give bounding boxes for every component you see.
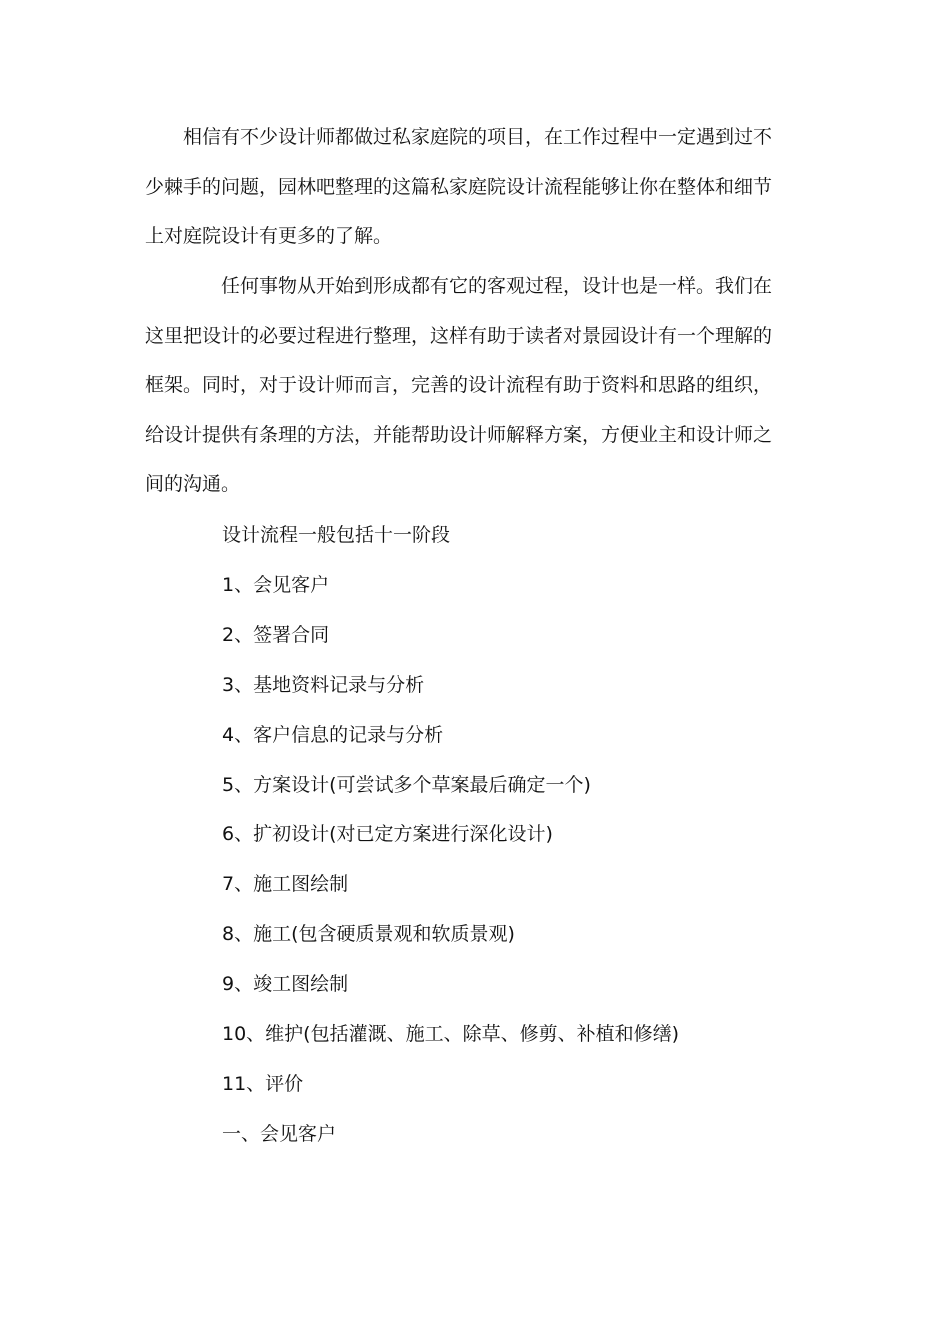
- stages-intro: 设计流程一般包括十一阶段: [222, 524, 451, 546]
- stage-item-8: 8、施工(包含硬质景观和软质景观): [222, 923, 515, 945]
- stage-item-3: 3、基地资料记录与分析: [222, 674, 425, 696]
- paragraph-line: 给设计提供有条理的方法，并能帮助设计师解释方案，方便业主和设计师之: [145, 423, 773, 446]
- stage-item-11: 11、评价: [222, 1073, 304, 1095]
- stage-item-2: 2、签署合同: [222, 624, 330, 646]
- stage-item-10: 10、维护(包括灌溉、施工、除草、修剪、补植和修缮): [222, 1023, 680, 1045]
- paragraph-line: 上对庭院设计有更多的了解。: [145, 225, 393, 247]
- paragraph-line: 间的沟通。: [145, 473, 241, 495]
- intro-paragraph: [145, 113, 805, 262]
- stage-item-9: 9、竣工图绘制: [222, 973, 349, 995]
- stage-item-1: 1、会见客户: [222, 574, 330, 596]
- stage-item-5: 5、方案设计(可尝试多个草案最后确定一个): [222, 774, 591, 796]
- stage-item-7: 7、施工图绘制: [222, 873, 349, 895]
- stage-item-4: 4、客户信息的记录与分析: [222, 724, 444, 746]
- paragraph-line: 任何事物从开始到形成都有它的客观过程，设计也是一样。我们在: [221, 275, 773, 297]
- stage-item-6: 6、扩初设计(对已定方案进行深化设计): [222, 823, 553, 845]
- section-heading: 一、会见客户: [222, 1123, 337, 1145]
- paragraph-line: 这里把设计的必要过程进行整理，这样有助于读者对景园设计有一个理解的: [145, 324, 773, 347]
- paragraph-line: 框架。同时，对于设计师而言，完善的设计流程有助于资料和思路的组织，: [145, 374, 773, 396]
- paragraph-line: 相信有不少设计师都做过私家庭院的项目，在工作过程中一定遇到过不: [183, 126, 773, 148]
- paragraph-line: 少棘手的问题，园林吧整理的这篇私家庭院设计流程能够让你在整体和细节: [145, 175, 773, 198]
- process-paragraph: [145, 262, 805, 510]
